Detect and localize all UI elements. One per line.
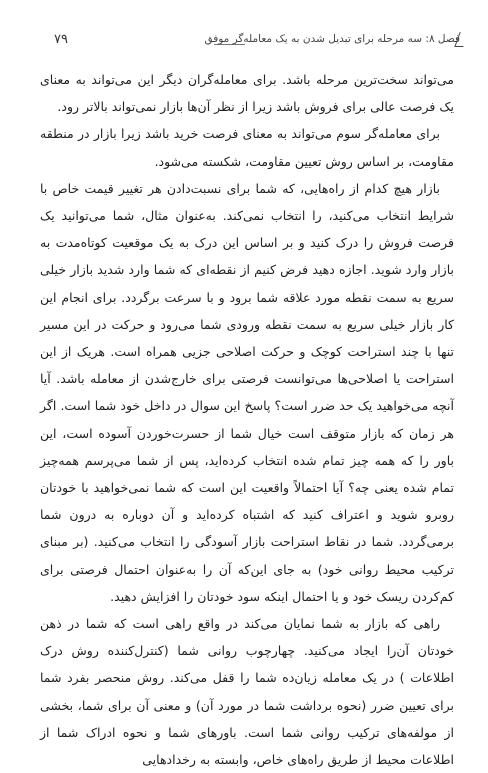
paragraph: می‌تواند سخت‌ترین مرحله باشد. برای معامله‌گران دیگر این می‌تواند به معنای یک فرصت عالی برای فروش باشد زیرا از نظر آن‌ها بازار نمی‌تواند بالاتر رود. [40, 72, 454, 115]
paragraph: برای معامله‌گر سوم می‌تواند به معنای فرصت خرید باشد زیرا بازار در منطقه مقاومت، بر اساس روش تعیین مقاومت، شکسته می‌شود. [40, 126, 454, 169]
page-header [24, 30, 460, 52]
page-number: ۷۹ [54, 32, 68, 47]
main-text [40, 66, 454, 773]
paragraph: راهی که بازار به شما نمایان می‌کند در واقع راهی است که شما در ذهن خودتان آن‌را ایجاد می‌کنید. چهارچوب روانی شما (کنترل‌کننده روش درک اطلاعات ) در یک معامله زیان‌ده شما را قفل می‌کند. روش منحصر بفرد شما برای تعیین ضرر (نحوه برداشت شما در مورد آن) و معنی آن برای شما، بخشی از مولفه‌های ترکیب روانی شما است. باورهای شما و نحوه ادراک شما از اطلاعات محیط از طریق راه‌های خاص، وابسته به رخدادهایی [40, 616, 454, 768]
running-header-title: فصل ۸: سه مرحله برای تبدیل شدن به یک معامله‌گر موفق [204, 33, 460, 45]
paragraph: بازار هیچ کدام از راه‌هایی، که شما برای نسبت‌دادن هر تغییر قیمت خاص با شرایط انتخاب می‌کنید، را انتخاب نمی‌کند. به‌عنوان مثال، شما می‌توانید یک فرصت فروش را درک کنید و بر اساس این درک به یک موقعیت کوتاه‌مدت به بازار وارد شوید. اجازه دهید فرض کنیم از نقطه‌ای که شما وارد شدید بازار خیلی سریع به سمت نقطه مورد علاقه شما برود و با سرعت برگردد. برای انجام این کار بازار خیلی سریع به سمت نقطه ورودی شما می‌رود و حرکت در این مسیر تنها با چند استراحت کوچک و حرکت اصلاحی جزیی همراه است. هریک از این استراحت یا اصلاحی‌ها می‌توانست فرصتی برای خارج‌شدن از معامله باشد. آیا آنچه می‌خواهید یک حد ضرر است؟ پاسخ این سوال در داخل خود شما است. اگر هر زمان که بازار متوقف است خیال شما از حسرت‌خوردن آسوده است، این باور را که همه چیز تمام شده انتخاب کرده‌اید، پس از شما می‌پرسم همه‌چیز تمام شده یعنی چه؟ آیا احتمالاً واقعیت این است که شما نمی‌خواهید با خودتان روبرو شوید و اعتراف کنید که اشتباه کرده‌اید و آن دوباره به درون شما برمی‌گردد. شما در نقاط استراحت بازار آسودگی را انتخاب می‌کنید. (بر مبنای ترکیب محیط روانی خود) به جای این‌که آن را به‌عنوان احتمال فرصتی برای کم‌کردن ریسک خود و یا احتمال اینکه سود خودتان را افزایش دهید. [40, 180, 454, 604]
